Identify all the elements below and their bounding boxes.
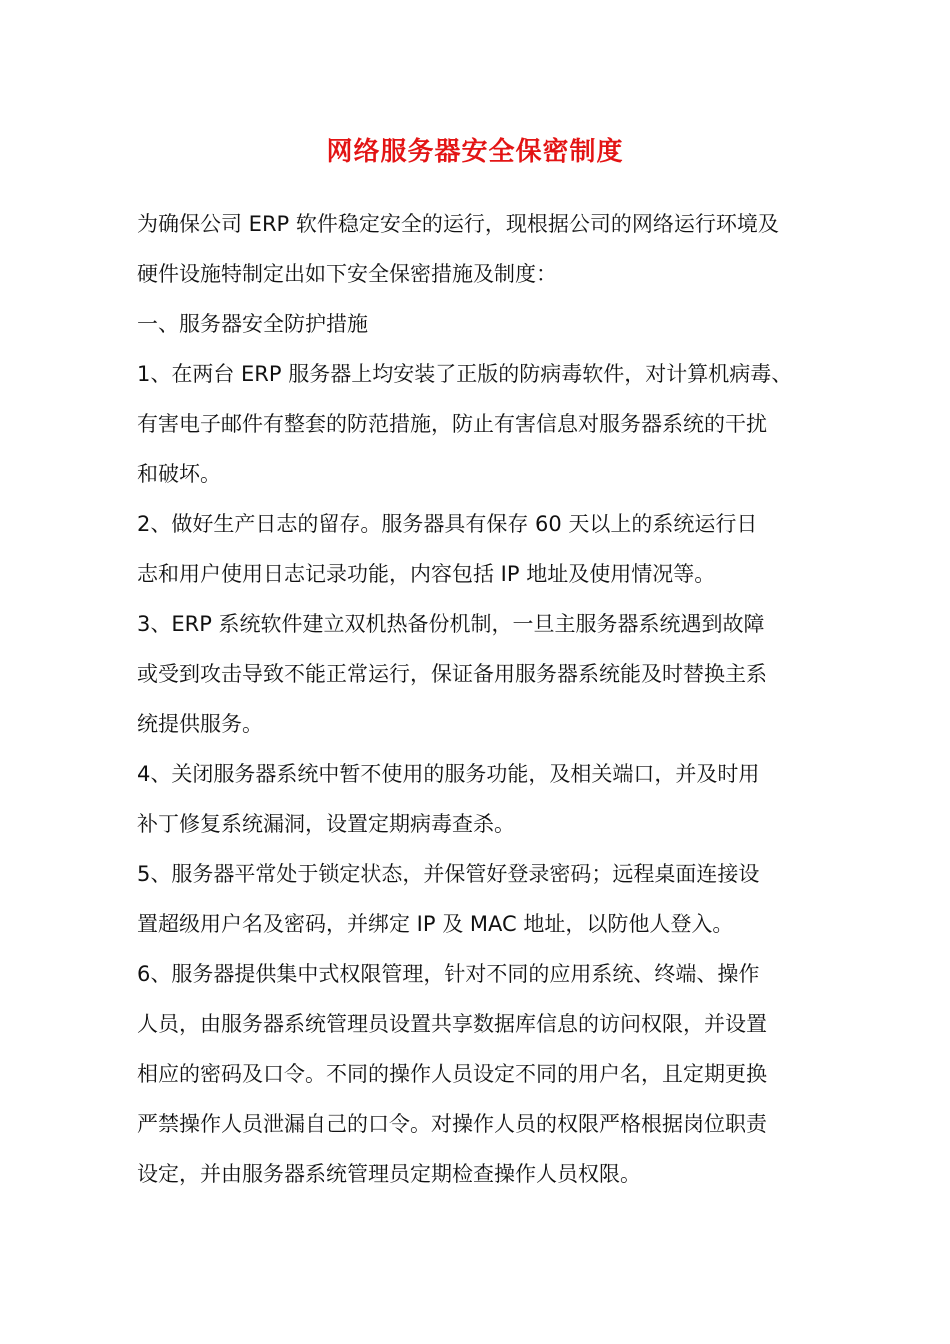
item-line: 志和用户使用日志记录功能，内容包括 IP 地址及使用情况等。 [137, 562, 716, 586]
intro-paragraph [137, 199, 827, 299]
item-line: 人员，由服务器系统管理员设置共享数据库信息的访问权限，并设置 [137, 1012, 767, 1036]
item-line: 严禁操作人员泄漏自己的口令。对操作人员的权限严格根据岗位职责 [137, 1112, 767, 1136]
item-3 [137, 599, 827, 749]
item-line: 置超级用户名及密码，并绑定 IP 及 MAC 地址，以防他人登入。 [137, 912, 734, 936]
item-line: 1、在两台 ERP 服务器上均安装了正版的防病毒软件，对计算机病毒、 [137, 362, 793, 386]
intro-line: 硬件设施特制定出如下安全保密措施及制度： [137, 262, 557, 286]
item-5 [137, 849, 827, 949]
item-line: 6、服务器提供集中式权限管理，针对不同的应用系统、终端、操作 [137, 962, 760, 986]
item-line: 4、关闭服务器系统中暂不使用的服务功能，及相关端口，并及时用 [137, 762, 760, 786]
item-line: 统提供服务。 [137, 712, 263, 736]
item-line: 补丁修复系统漏洞，设置定期病毒查杀。 [137, 812, 515, 836]
item-line: 3、ERP 系统软件建立双机热备份机制，一旦主服务器系统遇到故障 [137, 612, 765, 636]
item-line: 或受到攻击导致不能正常运行，保证备用服务器系统能及时替换主系 [137, 662, 767, 686]
item-6 [137, 949, 827, 1199]
intro-line: 为确保公司 ERP 软件稳定安全的运行，现根据公司的网络运行环境及 [137, 212, 779, 236]
section-heading [137, 299, 827, 349]
item-line: 设定，并由服务器系统管理员定期检查操作人员权限。 [137, 1162, 641, 1186]
section-heading-text: 一、服务器安全防护措施 [137, 312, 368, 336]
item-line: 和破坏。 [137, 462, 221, 486]
item-line: 2、做好生产日志的留存。服务器具有保存 60 天以上的系统运行日 [137, 512, 758, 536]
document-body [137, 199, 827, 1199]
item-1 [137, 349, 827, 499]
item-4 [137, 749, 827, 849]
item-2 [137, 499, 827, 599]
item-line: 5、服务器平常处于锁定状态，并保管好登录密码；远程桌面连接设 [137, 862, 760, 886]
document-title: 网络服务器安全保密制度 [326, 137, 624, 167]
item-line: 相应的密码及口令。不同的操作人员设定不同的用户名，且定期更换 [137, 1062, 767, 1086]
item-line: 有害电子邮件有整套的防范措施，防止有害信息对服务器系统的干扰 [137, 412, 767, 436]
